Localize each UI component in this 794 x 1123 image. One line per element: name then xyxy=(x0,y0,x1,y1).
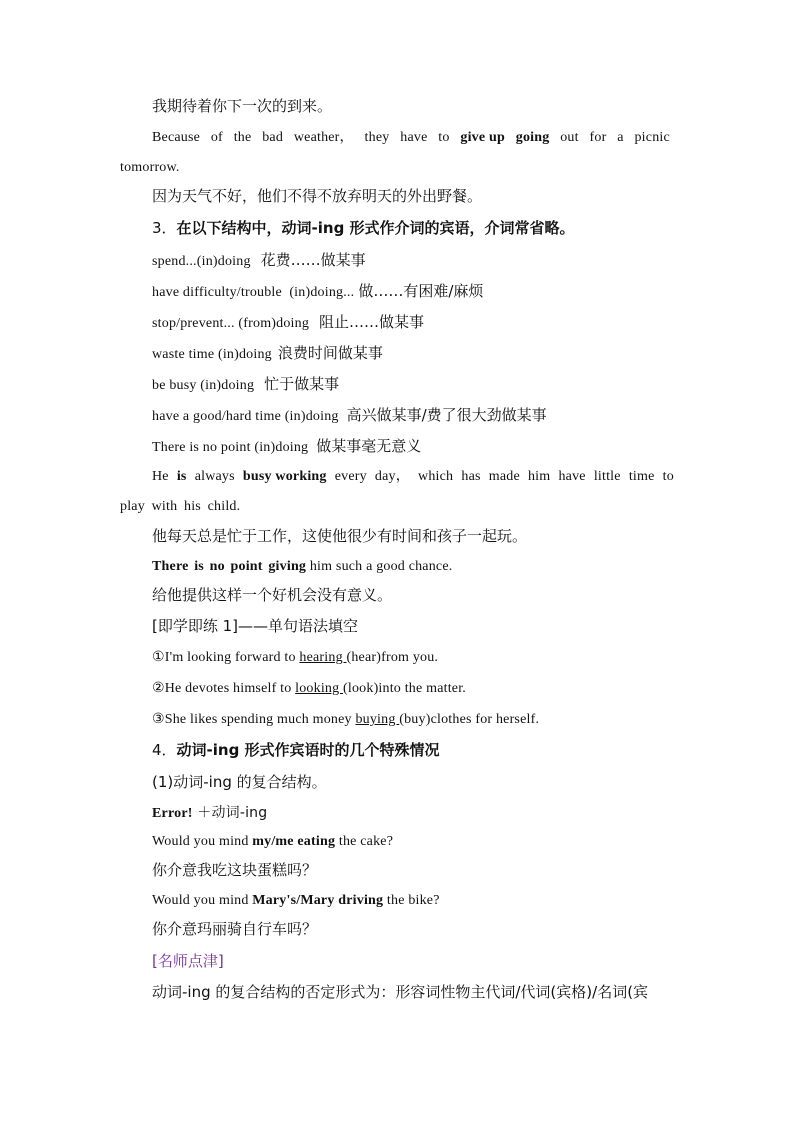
phrase-en: waste time (in)doing xyxy=(152,347,272,362)
section-number: 3． xyxy=(152,219,177,237)
word: they xyxy=(364,130,390,145)
practice-item xyxy=(152,710,539,730)
formula-rest: ＋动词-ing xyxy=(192,805,268,821)
sentence-end: the bike? xyxy=(383,893,440,908)
bold-phrase: There is no point giving xyxy=(152,559,307,574)
bold-phrase: my/me eating xyxy=(252,834,336,849)
word: Because xyxy=(152,130,201,145)
sentence-cn: 给他提供这样一个好机会没有意义。 xyxy=(152,586,393,604)
sentence-cn: 我期待着你下一次的到来。 xyxy=(152,97,333,115)
sentence-cn: 你介意玛丽骑自行车吗？ xyxy=(152,920,318,938)
word: have xyxy=(558,469,586,484)
example-sentence xyxy=(152,832,393,852)
phrase-row xyxy=(152,343,383,365)
item-text: (look)into the matter. xyxy=(343,681,466,696)
word: every xyxy=(334,469,367,484)
item-text: ①I'm looking forward to xyxy=(152,650,300,665)
phrase-row xyxy=(152,250,366,272)
sentence-continuation: tomorrow. xyxy=(120,160,180,175)
phrase-cn: 忙于做某事 xyxy=(264,375,340,393)
sentence-continuation: play with his child. xyxy=(120,499,241,514)
word: has xyxy=(461,469,481,484)
phrase-cn: 做某事毫无意义 xyxy=(316,437,422,455)
bold-phrase: give up xyxy=(460,130,505,145)
item-text: (buy)clothes for herself. xyxy=(399,712,540,727)
word: to xyxy=(438,130,450,145)
phrase-en: have difficulty/trouble (in)doing... xyxy=(152,285,355,300)
item-text: ②He devotes himself to xyxy=(152,681,296,696)
word: to xyxy=(662,469,674,484)
phrase-en: There is no point (in)doing xyxy=(152,440,309,455)
bold-phrase: busy working xyxy=(242,469,327,484)
section-title: 在以下结构中，动词-ing 形式作介词的宾语，介词常省略。 xyxy=(176,219,575,237)
phrase-cn: 高兴做某事/费了很大劲做某事 xyxy=(346,406,547,424)
phrase-cn: 做……有困难/麻烦 xyxy=(358,282,484,300)
word: bad xyxy=(262,130,284,145)
phrase-cn: 花费……做某事 xyxy=(260,251,366,269)
sentence-end: the cake? xyxy=(335,834,394,849)
phrase-cn: 浪费时间做某事 xyxy=(277,344,383,362)
bold-phrase: going xyxy=(515,130,550,145)
answer: buying xyxy=(355,712,400,727)
phrase-row xyxy=(152,405,547,427)
section-heading-4 xyxy=(152,740,440,760)
formula-line xyxy=(152,803,267,824)
section-number: 4． xyxy=(152,741,177,759)
phrase-en: be busy (in)doing xyxy=(152,378,255,393)
phrase-cn: 阻止……做某事 xyxy=(319,313,425,331)
example-sentence xyxy=(152,891,440,911)
word: which xyxy=(418,469,454,484)
word: him xyxy=(527,469,551,484)
word: for xyxy=(589,130,607,145)
item-text: (hear)from you. xyxy=(346,650,439,665)
practice-item xyxy=(152,648,438,668)
error-text: Error! xyxy=(152,806,193,821)
word: a xyxy=(617,130,624,145)
phrase-row xyxy=(152,374,339,396)
word: the xyxy=(233,130,252,145)
phrase-row xyxy=(152,281,483,303)
item-text: ③She likes spending much money xyxy=(152,712,356,727)
word: out xyxy=(560,130,579,145)
example-sentence xyxy=(152,557,452,577)
practice-title: [即学即练 1]——单句语法填空 xyxy=(152,617,359,635)
sentence-start: Would you mind xyxy=(152,893,253,908)
sentence-cn: 因为天气不好，他们不得不放弃明天的外出野餐。 xyxy=(152,187,483,205)
word: always xyxy=(194,469,235,484)
answer: looking xyxy=(295,681,344,696)
section-title: 动词-ing 形式作宾语时的几个特殊情况 xyxy=(176,741,440,759)
example-sentence xyxy=(152,467,674,487)
word: of xyxy=(210,130,223,145)
phrase-en: spend...(in)doing xyxy=(152,254,251,269)
phrase-en: stop/prevent... (from)doing xyxy=(152,316,310,331)
sentence-cn: 他每天总是忙于工作，这使他很少有时间和孩子一起玩。 xyxy=(152,527,528,545)
phrase-en: have a good/hard time (in)doing xyxy=(152,409,339,424)
bold-word: is xyxy=(176,469,187,484)
phrase-row xyxy=(152,312,424,334)
word: have xyxy=(400,130,428,145)
word: time xyxy=(628,469,655,484)
word: made xyxy=(488,469,520,484)
answer: hearing xyxy=(299,650,347,665)
practice-item xyxy=(152,679,466,699)
teacher-tip-label: [名师点津] xyxy=(152,952,224,970)
word: He xyxy=(152,469,169,484)
tip-text: 动词-ing 的复合结构的否定形式为：形容词性物主代词/代词(宾格)/名词(宾 xyxy=(152,983,649,1001)
phrase-row xyxy=(152,436,421,458)
word: picnic xyxy=(634,130,670,145)
sentence-cn: 你介意我吃这块蛋糕吗？ xyxy=(152,861,318,879)
word: day， xyxy=(374,469,410,484)
example-sentence xyxy=(152,128,670,148)
sentence-start: Would you mind xyxy=(152,834,253,849)
bold-phrase: Mary's/Mary driving xyxy=(252,893,384,908)
section-heading-3 xyxy=(152,218,575,238)
word: little xyxy=(593,469,621,484)
subsection-heading: (1)动词-ing 的复合结构。 xyxy=(152,773,327,791)
sentence-rest: him such a good chance. xyxy=(306,559,453,574)
word: weather， xyxy=(293,130,354,145)
